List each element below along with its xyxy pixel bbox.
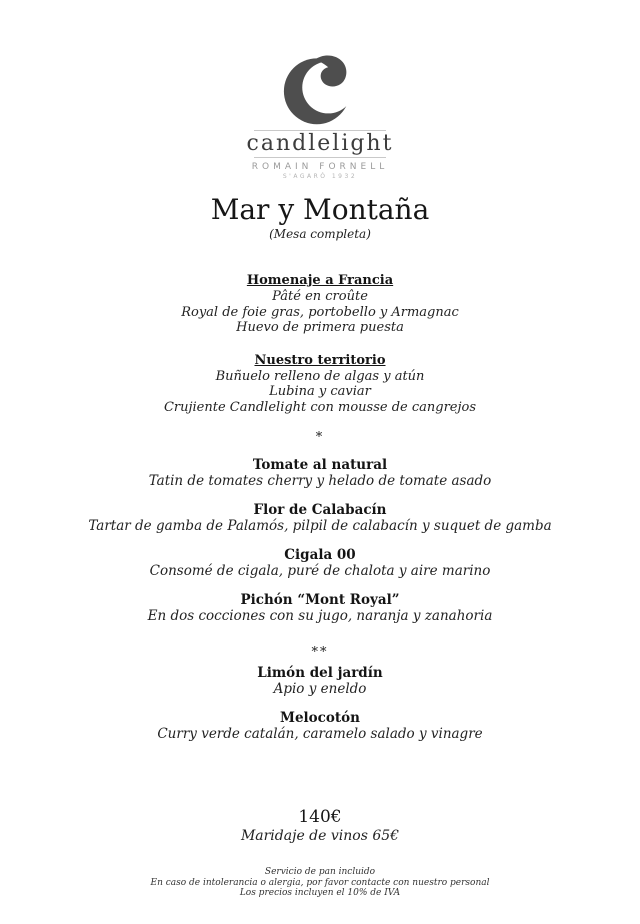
main-courses [0,457,640,624]
course-name: Pichón “Mont Royal” [240,592,400,608]
menu-section-homenaje-a-francia [0,273,640,336]
course-description: Tatin de tomates cherry y helado de tomate asado [148,473,492,489]
logo-divider-bottom [254,157,386,158]
menu-item: Lubina y caviar [269,384,371,399]
dessert-limon-del-jardin [0,665,640,697]
desserts [0,665,640,742]
course-separator-asterisk: * [315,430,325,445]
menu-item: Pâté en croûte [272,289,368,304]
logo-wordmark: candlelight [246,131,394,156]
menu-item: Crujiente Candlelight con mousse de cangrejos [163,399,477,415]
chef-name: ROMAIN FORNELL [251,162,389,172]
menu-subtitle: (Mesa completa) [269,227,371,241]
footer-notes [0,867,640,899]
course-description: Apio y eneldo [273,681,367,697]
course-description: Tartar de gamba de Palamós, pilpil de calabacín y suquet de gamba [88,518,552,534]
menu-item: Royal de foie gras, portobello y Armagnac [181,304,459,320]
course-description: En dos cocciones con su jugo, naranja y zanahoria [147,608,493,624]
wine-pairing-price: Maridaje de vinos 65€ [240,828,400,844]
dessert-melocoton [0,710,640,742]
dessert-separator-asterisks: ** [311,645,329,660]
menu-section-nuestro-territorio [0,353,640,416]
footer-note-bread: Servicio de pan incluido [264,867,376,877]
course-name: Melocotón [280,710,360,726]
course-name: Limón del jardín [257,665,383,681]
course-description: Curry verde catalán, caramelo salado y vinagre [157,726,483,742]
candlelight-monogram-icon [282,52,358,128]
course-name: Flor de Calabacín [253,502,387,518]
footer-note-vat: Los precios incluyen el 10% de IVA [239,888,401,898]
logo-tagline: S'AGARÓ 1932 [282,173,358,180]
course-pichon-mont-royal [0,592,640,624]
course-flor-de-calabacin [0,502,640,534]
footer-note-allergies: En caso de intolerancia o alergia, por favor contacte con nuestro personal [150,877,490,888]
section-heading: Nuestro territorio [254,352,386,368]
menu-item: Huevo de primera puesta [236,320,404,335]
course-tomate-al-natural [0,457,640,489]
course-cigala-00 [0,547,640,579]
course-name: Tomate al natural [252,457,388,473]
starter-sections [0,273,640,415]
menu-title: Mar y Montaña [210,193,430,226]
course-name: Cigala 00 [284,547,356,563]
restaurant-logo [0,52,640,181]
section-heading: Homenaje a Francia [246,273,394,288]
menu-item: Buñuelo relleno de algas y atún [215,368,425,384]
course-description: Consomé de cigala, puré de chalota y aire marino [149,563,491,579]
menu-price: 140€ [298,807,342,827]
